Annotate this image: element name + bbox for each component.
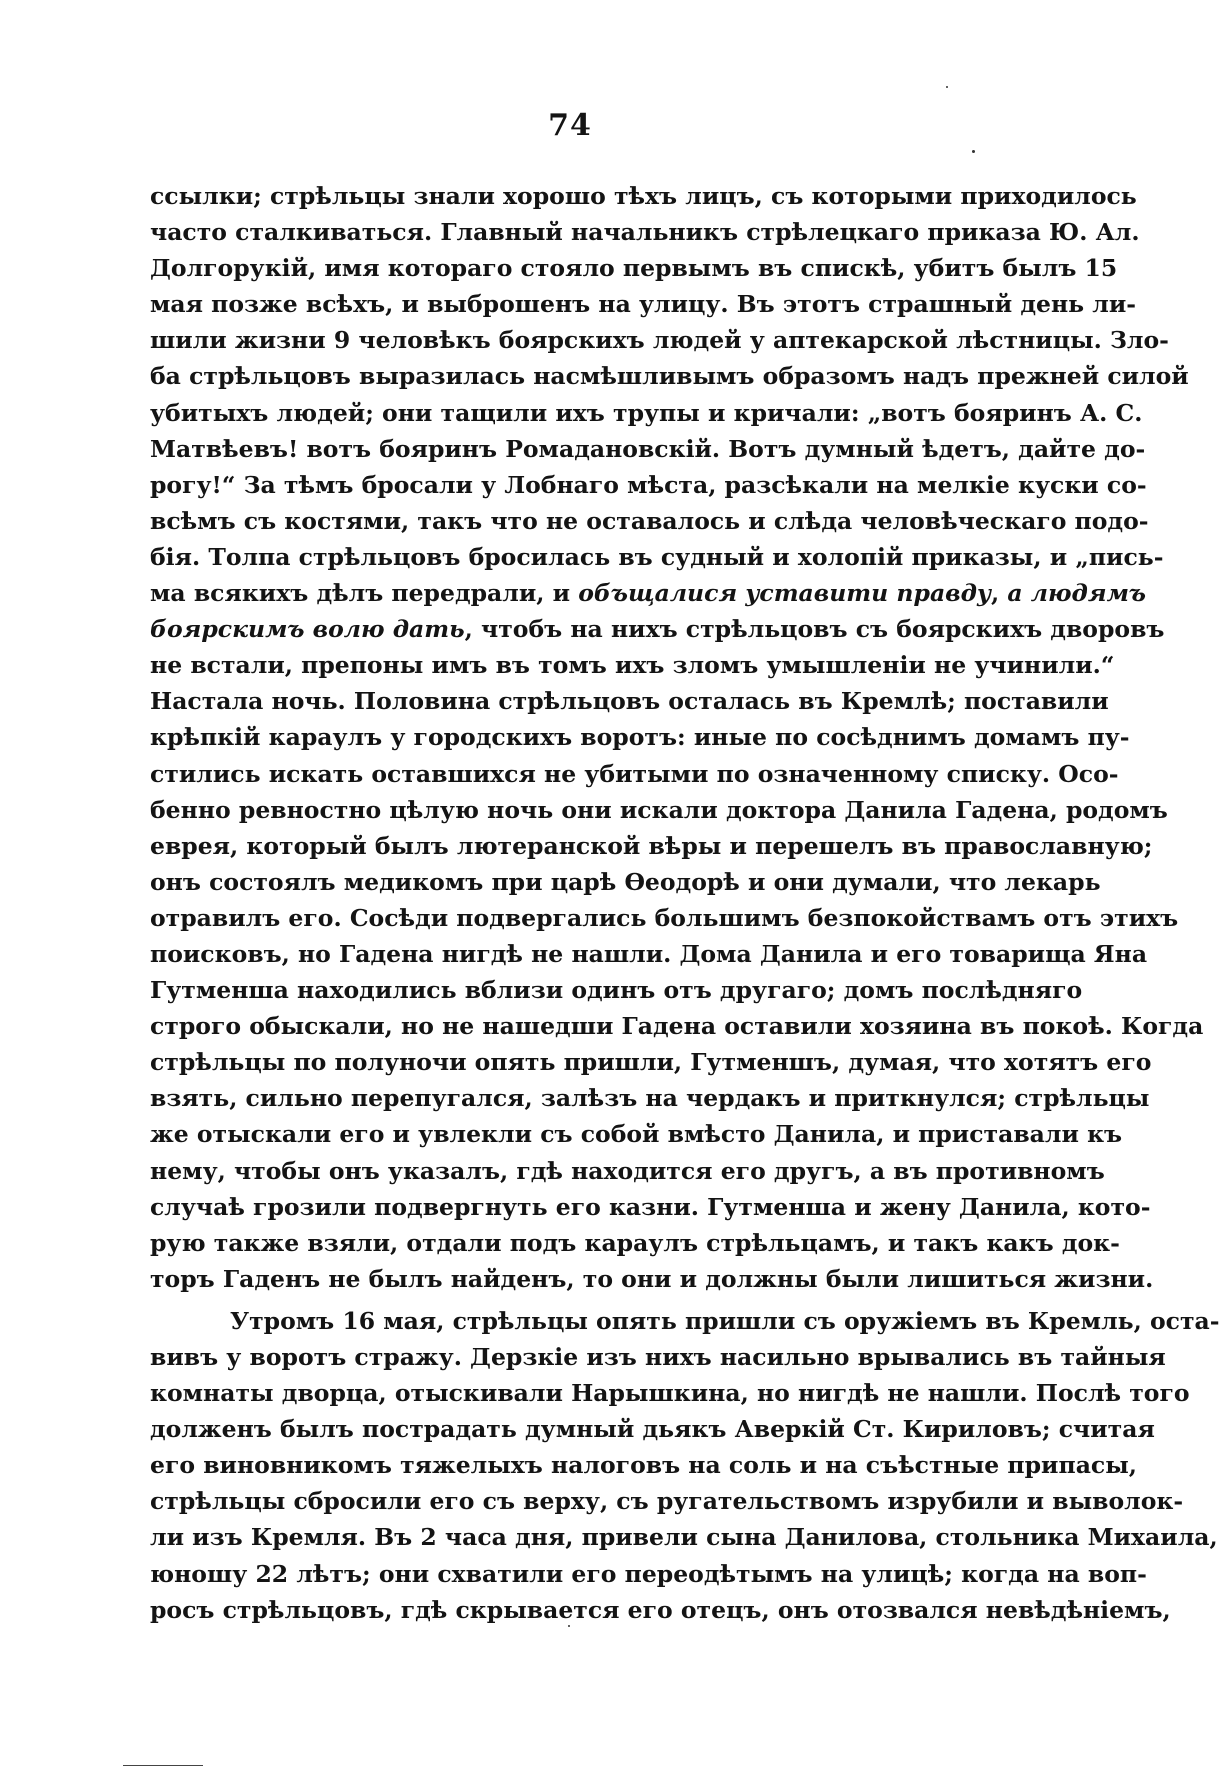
text-line <box>150 503 1149 539</box>
text-fragment: часто сталкиваться. Главный начальникъ стрѣлецкаго приказа Ю. Ал. <box>150 218 1140 247</box>
print-speck <box>946 86 948 88</box>
text-fragment: бенно ревностно цѣлую ночь они искали доктора Данила Гадена, родомъ <box>150 795 1168 824</box>
text-line <box>150 1261 1154 1297</box>
text-fragment: торъ Гаденъ не былъ найденъ, то они и должны были лишиться жизни. <box>150 1264 1154 1293</box>
text-line <box>150 647 1115 683</box>
text-line <box>150 1339 1166 1375</box>
text-line <box>150 431 1146 467</box>
text-fragment: мая позже всѣхъ, и выброшенъ на улицу. Въ этотъ страшный день ли- <box>150 290 1137 319</box>
print-speck <box>972 150 975 153</box>
text-fragment: еврея, который былъ лютеранской вѣры и перешелъ въ православную; <box>150 831 1153 860</box>
page-number: 74 <box>548 108 592 143</box>
text-fragment: ма всякихъ дѣлъ передрали, и <box>150 579 579 608</box>
text-fragment: юношу 22 лѣтъ; они схватили его переодѣтымъ на улицѣ; когда на воп- <box>150 1559 1147 1588</box>
text-line <box>150 1375 1190 1411</box>
italic-quote-fragment: объщалися уставити правду <box>578 579 992 608</box>
text-fragment: случаѣ грозили подвергнуть его казни. Гутменша и жену Данила, кото- <box>150 1192 1151 1221</box>
text-line <box>150 1189 1151 1225</box>
text-line <box>150 972 1083 1008</box>
italic-quote-fragment: боярскимъ волю дать <box>150 615 465 644</box>
text-line <box>150 178 1137 214</box>
text-line <box>150 1116 1123 1152</box>
text-line <box>150 575 1147 611</box>
italic-quote-fragment: а людямъ <box>1007 579 1147 608</box>
text-line <box>150 792 1168 828</box>
text-fragment: строго обыскали, но не нашедши Гадена оставили хозяина въ покоѣ. Когда <box>150 1012 1204 1041</box>
text-fragment: Настала ночь. Половина стрѣльцовъ осталась въ Кремлѣ; поставили <box>150 687 1109 716</box>
text-line <box>150 611 1165 647</box>
text-fragment: рую также взяли, отдали подъ караулъ стрѣльцамъ, и такъ какъ док- <box>150 1228 1120 1257</box>
text-fragment: Утромъ 16 мая, стрѣльцы опять пришли съ оружіемъ въ Кремль, оста- <box>230 1306 1220 1335</box>
text-line <box>150 250 1118 286</box>
text-fragment: же отыскали его и увлекли съ собой вмѣсто Данила, и приставали къ <box>150 1120 1123 1149</box>
text-fragment: стились искать оставшихся не убитыми по означенному списку. Осо- <box>150 759 1119 788</box>
text-line <box>150 467 1147 503</box>
text-fragment: Долгорукій, имя котораго стояло первымъ въ спискѣ, убитъ былъ 15 <box>150 254 1118 283</box>
text-line <box>150 322 1169 358</box>
text-line <box>150 1225 1120 1261</box>
text-fragment: поисковъ, но Гадена нигдѣ не нашли. Дома Данила и его товарища Яна <box>150 939 1148 968</box>
text-fragment: крѣпкій караулъ у городскихъ воротъ: иные по сосѣднимъ домамъ пу- <box>150 723 1130 752</box>
text-fragment: ли изъ Кремля. Въ 2 часа дня, привели сына Данилова, стольника Михаила, <box>150 1523 1218 1552</box>
text-line <box>150 1008 1204 1044</box>
text-fragment: бія. Толпа стрѣльцовъ бросилась въ судный и холопій приказы, и „пись- <box>150 542 1164 571</box>
text-fragment: вивъ у воротъ стражу. Дерзкіе изъ нихъ насильно врывались въ тайныя <box>150 1343 1166 1371</box>
text-fragment: взять, сильно перепугался, залѣзъ на чердакъ и приткнулся; стрѣльцы <box>150 1084 1150 1113</box>
text-fragment: стрѣльцы по полуночи опять пришли, Гутменшъ, думая, что хотятъ его <box>150 1048 1152 1077</box>
bottom-rule <box>123 1765 203 1766</box>
text-line <box>150 864 1101 900</box>
text-fragment: стрѣльцы сбросили его съ верху, съ ругательствомъ изрубили и выволок- <box>150 1487 1184 1516</box>
text-fragment: нему, чтобы онъ указалъ, гдѣ находится его другъ, а въ противномъ <box>150 1156 1105 1185</box>
text-line <box>150 719 1130 755</box>
text-line <box>150 1153 1105 1189</box>
text-fragment: рогу!“ За тѣмъ бросали у Лобнаго мѣста, разсѣкали на мелкіе куски со- <box>150 470 1147 499</box>
text-fragment: онъ состоялъ медикомъ при царѣ Ѳеодорѣ и они думали, что лекарь <box>150 867 1101 896</box>
text-fragment: росъ стрѣльцовъ, гдѣ скрывается его отецъ, онъ отозвался невѣдѣніемъ, <box>150 1595 1171 1624</box>
text-line <box>150 1044 1152 1080</box>
text-line <box>150 683 1109 719</box>
text-line <box>150 936 1148 972</box>
text-line <box>150 395 1143 431</box>
text-line <box>150 900 1179 936</box>
text-line <box>150 1080 1150 1116</box>
text-line <box>150 1483 1184 1519</box>
text-fragment: отравилъ его. Сосѣди подвергались большимъ безпокойствамъ отъ этихъ <box>150 903 1179 932</box>
text-fragment: его виновникомъ тяжелыхъ налоговъ на соль и на съѣстные припасы, <box>150 1451 1137 1480</box>
text-line <box>150 1592 1171 1628</box>
text-fragment: шили жизни 9 человѣкъ боярскихъ людей у аптекарской лѣстницы. Зло- <box>150 326 1169 355</box>
text-line <box>150 828 1153 864</box>
text-line <box>150 539 1164 575</box>
text-fragment: комнаты дворца, отыскивали Нарышкина, но нигдѣ не нашли. Послѣ того <box>150 1379 1190 1408</box>
print-speck <box>568 1625 570 1627</box>
text-line <box>150 756 1119 792</box>
body-text <box>150 178 1220 1628</box>
text-fragment: Гутменша находились вблизи одинъ отъ другаго; домъ послѣдняго <box>150 976 1083 1005</box>
text-fragment: не встали, препоны имъ въ томъ ихъ зломъ умышленіи не учинили.“ <box>150 651 1115 680</box>
text-line <box>150 214 1140 250</box>
text-line <box>150 286 1137 322</box>
text-fragment: всѣмъ съ костями, такъ что не оставалось и слѣда человѣческаго подо- <box>150 506 1149 535</box>
text-line <box>150 1556 1147 1592</box>
text-fragment: ба стрѣльцовъ выразилась насмѣшливымъ образомъ надъ прежней силой <box>150 362 1189 391</box>
text-fragment: Матвѣевъ! вотъ бояринъ Ромадановскій. Вотъ думный ѣдетъ, дайте до- <box>150 434 1146 463</box>
text-fragment: убитыхъ людей; они тащили ихъ трупы и кричали: „вотъ бояринъ А. С. <box>150 398 1143 427</box>
text-fragment: долженъ былъ пострадать думный дьякъ Аверкій Ст. Кириловъ; считая <box>150 1415 1155 1444</box>
text-fragment: , чтобъ на нихъ стрѣльцовъ съ боярскихъ дворовъ <box>464 615 1165 644</box>
text-line <box>150 1447 1137 1483</box>
text-fragment: ссылки; стрѣльцы знали хорошо тѣхъ лицъ, съ которыми приходилось <box>150 182 1137 210</box>
text-line <box>150 1303 1220 1339</box>
text-fragment: , <box>991 579 1008 608</box>
text-line <box>150 1519 1218 1555</box>
text-line <box>150 358 1189 394</box>
text-line <box>150 1411 1155 1447</box>
